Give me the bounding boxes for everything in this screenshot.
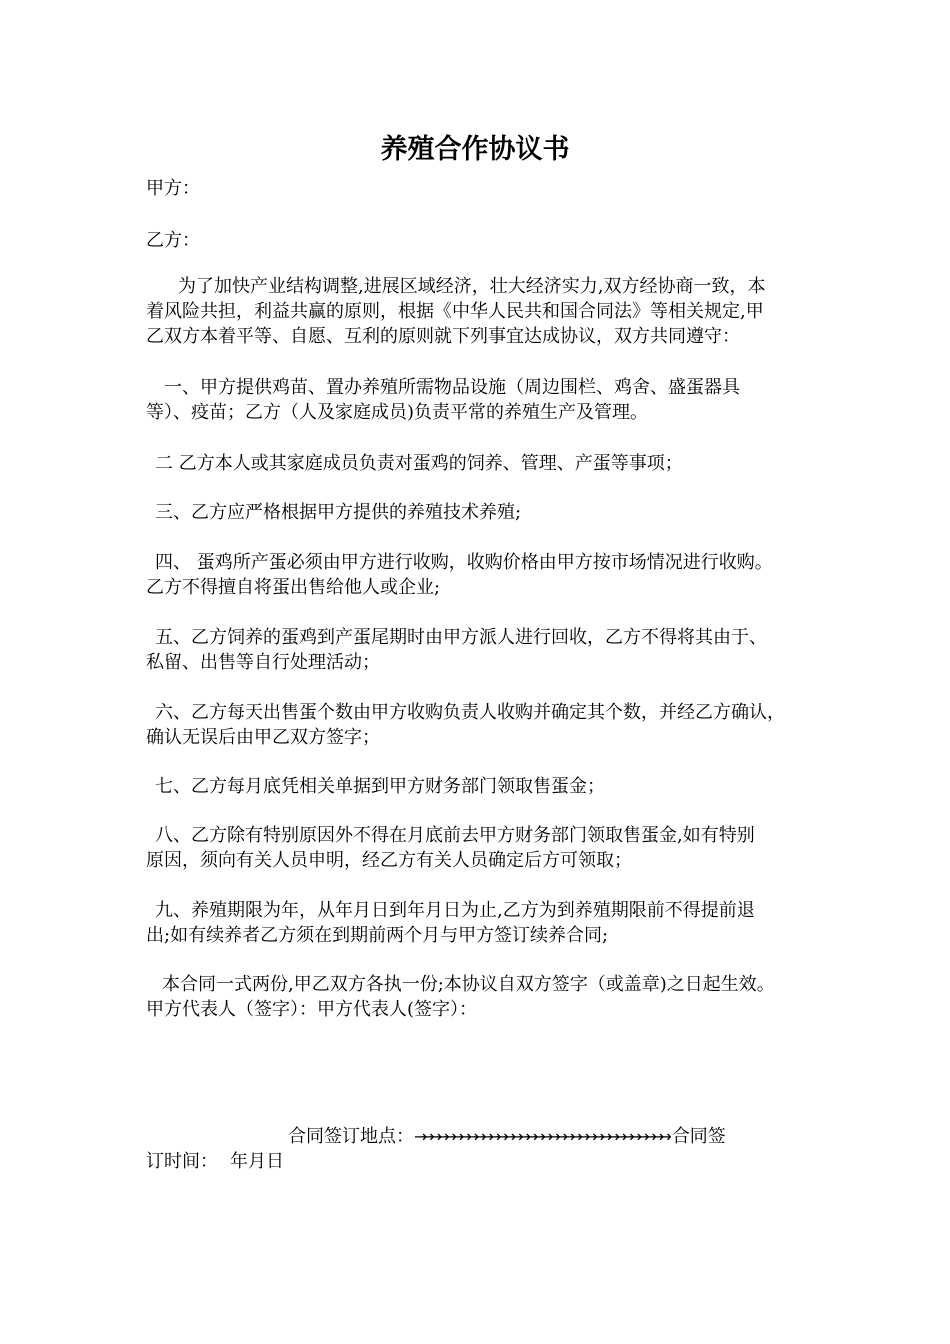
clause-9-line: 九、养殖期限为年，从年月日到年月日为止,乙方为到养殖期限前不得提前退 [155, 900, 755, 921]
clause-5-line: 五、乙方饲养的蛋鸡到产蛋尾期时由甲方派人进行回收，乙方不得将其由于、 [155, 627, 767, 648]
clause-8-line: 原因，须向有关人员申明，经乙方有关人员确定后方可领取； [146, 850, 632, 871]
signing-time-row [146, 1149, 816, 1174]
clause-1-line: 一、甲方提供鸡苗、置办养殖所需物品设施（周边围栏、鸡舍、盛蛋器具 [164, 377, 740, 398]
clause-6-line: 确认无误后由甲乙双方签字； [146, 727, 380, 748]
signing-time-label-start: 合同签 [671, 1126, 726, 1147]
signing-place-label: 合同签订地点： [288, 1126, 414, 1147]
preamble-line: 为了加快产业结构调整,进展区域经济，壮大经济实力,双方经协商一致，本 [178, 276, 766, 297]
page-title: 养殖合作协议书 [380, 134, 570, 165]
clause-4-line: 乙方不得擅自将蛋出售给他人或企业; [146, 577, 441, 598]
signature-line: 甲方代表人（签字）：甲方代表人(签字）： [146, 999, 478, 1020]
clause-2-line: 二 乙方本人或其家庭成员负责对蛋鸡的饲养、管理、产蛋等事项； [155, 453, 683, 474]
signing-time-label-end: 订时间： [146, 1151, 218, 1172]
clause-4-line: 四、 蛋鸡所产蛋必须由甲方进行收购，收购价格由甲方按市场情况进行收购。 [155, 552, 773, 573]
signing-place-row [288, 1124, 808, 1149]
clause-5-line: 私留、出售等自行处理活动； [146, 652, 380, 673]
clause-6-line: 六、乙方每天出售蛋个数由甲方收购负责人收购并确定其个数，并经乙方确认， [155, 702, 785, 723]
arrow-chain-icon: →→→→→→→→→→→→→→→→→→→→→→→→→→→→→→→→→→ [414, 1127, 666, 1146]
party-a-label: 甲方： [146, 178, 200, 199]
party-b-label: 乙方： [146, 230, 200, 251]
clause-1-line: 等）、疫苗；乙方（人及家庭成员)负责平常的养殖生产及管理。 [146, 402, 649, 423]
clause-7-line: 七、乙方每月底凭相关单据到甲方财务部门领取售蛋金； [155, 776, 605, 797]
clause-9-line: 出;如有续养者乙方须在到期前两个月与甲方签订续养合同; [146, 925, 609, 946]
clause-3-line: 三、乙方应严格根据甲方提供的养殖技术养殖; [155, 502, 522, 523]
preamble-line: 乙双方本着平等、自愿、互利的原则就下列事宜达成协议，双方共同遵守： [146, 326, 740, 347]
closing-line: 本合同一式两份,甲乙双方各执一份;本协议自双方签字（或盖章)之日起生效。 [162, 974, 775, 995]
clause-8-line: 八、乙方除有特别原因外不得在月底前去甲方财务部门领取售蛋金,如有特别 [155, 825, 755, 846]
signing-date: 年月日 [230, 1151, 284, 1172]
preamble-line: 着风险共担，利益共赢的原则，根据《中华人民共和国合同法》等相关规定,甲 [146, 301, 764, 322]
